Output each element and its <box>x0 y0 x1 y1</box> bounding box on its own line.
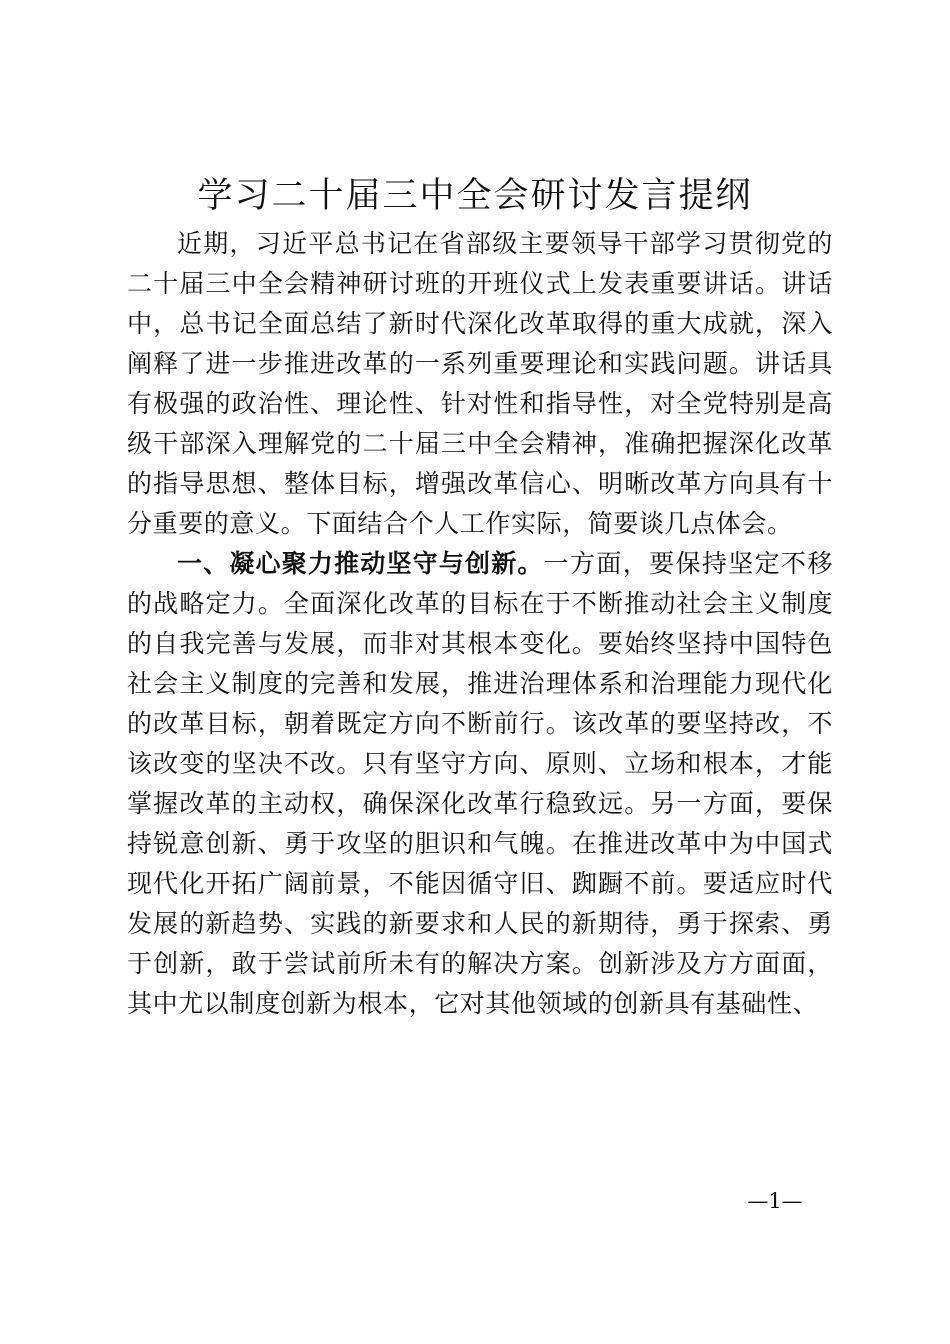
paragraph-text: 一方面，要保持坚定不移的战略定力。全面深化改革的目标在于不断推动社会主义制度的自我完善与发展，而非对其根本变化。要始终坚持中国特色社会主义制度的完善和发展，推进治理体系和治理能力现代化的改革目标，朝着既定方向不断前行。该改革的要坚持改，不该改变的坚决不改。只有坚守方向、原则、立场和根本，才能掌握改革的主动权，确保深化改革行稳致远。另一方面，要保持锐意创新、勇于攻坚的胆识和气魄。在推进改革中为中国式现代化开拓广阔前景，不能因循守旧、踟蹰不前。要适应时代发展的新趋势、实践的新要求和人民的新期待，勇于探索、勇于创新，敢于尝试前所未有的解决方案。创新涉及方方面面，其中尤以制度创新为根本，它对其他领域的创新具有基础性、 <box>127 549 833 1018</box>
section-one-paragraph <box>127 544 833 1024</box>
paragraph-text: 近期，习近平总书记在省部级主要领导干部学习贯彻党的二十届三中全会精神研讨班的开班仪式上发表重要讲话。讲话中，总书记全面总结了新时代深化改革取得的重大成就，深入阐释了进一步推进改革的一系列重要理论和实践问题。讲话具有极强的政治性、理论性、针对性和指导性，对全党特别是高级干部深入理解党的二十届三中全会精神，准确把握深化改革的指导思想、整体目标，增强改革信心、明晰改革方向具有十分重要的意义。下面结合个人工作实际，简要谈几点体会。 <box>127 229 833 538</box>
document-title: 学习二十届三中全会研讨发言提纲 <box>197 176 753 216</box>
intro-paragraph <box>127 224 833 544</box>
section-one-heading: 一、凝心聚力推动坚守与创新。 <box>177 549 544 578</box>
document-body <box>127 224 833 1024</box>
page-number: —1— <box>747 1189 803 1213</box>
